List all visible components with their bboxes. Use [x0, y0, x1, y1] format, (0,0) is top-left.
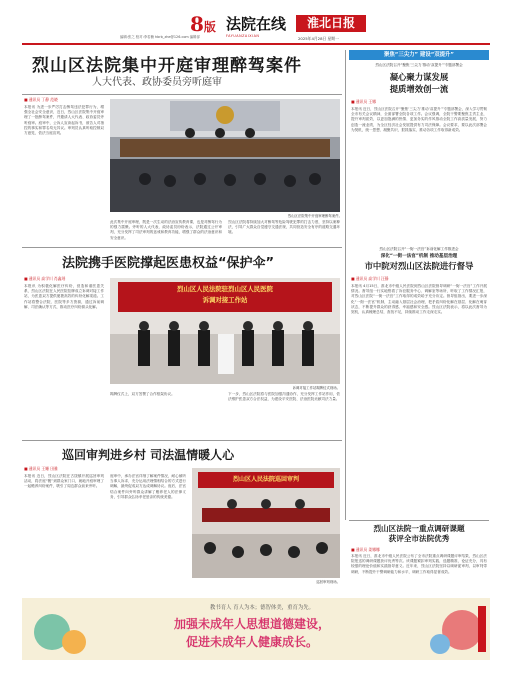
column-divider	[345, 50, 346, 520]
sidebar3-byline: ■ 通讯员 姜娜娜	[351, 547, 380, 552]
article1-title: 烈山区法院集中开庭审理醉驾案件	[32, 56, 302, 76]
article2-body-b: 揭牌仪式上，双方签署了合作框架协议。	[110, 392, 175, 396]
article1-byline: ■ 通讯员 丁静 范晓	[24, 97, 58, 102]
article3	[22, 444, 342, 594]
sidebar3-title2: 获评全市法院优秀	[388, 534, 450, 543]
section-title: 法院在线	[226, 15, 287, 33]
article3-photo	[192, 468, 340, 578]
article3-body-a: 本报讯 近日，烈山区法院在古饶镇开展巡回审判活动，将法庭“搬”到群众家门口，就地开庭审理了一起赡养纠纷案件，吸引了周边群众前来旁听。	[24, 474, 104, 489]
editor-line: 编辑:张之 校对:李若楠 hbrb_zhe@126.com 编辑部	[120, 35, 200, 39]
article2-byline: ■ 通讯员 高学川 肖鑫瑶	[24, 276, 66, 281]
page-unit: 版	[203, 20, 216, 34]
article1-subtitle: 人大代表、政协委员旁听庭审	[92, 77, 222, 88]
article2-caption: 诉调对接工作站揭牌仪式现场。	[292, 386, 340, 390]
sidebar3-title: 烈山区法院一重点调研课题	[373, 524, 465, 533]
divider	[22, 94, 342, 95]
article1-body-a: 本报讯 为进一步严厉打击醉驾违法犯罪行为，增强全社会安全意识，近日，烈山区法院集中开庭审理了一批醉驾案件，并邀请人大代表、政协委员旁听庭审。庭审中，公诉人宣读起诉书，被告人对指控的事实和罪名均无异议。审判员认真听取控辩双方意见，依法当庭宣判。	[24, 105, 104, 136]
page-number-digit: 8	[190, 12, 204, 36]
divider	[22, 440, 342, 441]
sidebar1-kicker: 聚焦“三尖力” 建设“双提升”	[349, 50, 489, 60]
article2-title: 法院携手医院撑起医患权益“保护伞”	[62, 256, 275, 271]
paper-logo: 淮北日报	[296, 15, 366, 32]
article3-title: 巡回审判进乡村 司法温情暖人心	[62, 448, 235, 462]
sidebar1	[349, 50, 489, 245]
masthead-rule	[22, 43, 490, 45]
sidebar2-kicker: 烈山区法院召开“一街一法官”诉前化解工作推进会	[379, 247, 459, 251]
issue-date: 2025年4月28日 星期一	[298, 36, 339, 41]
article1-body-b: 此次集中开庭审理，既是一次生动的法治宣传教育课，也是对醉驾行为的强力震慑。旁听的人大代表、政协委员纷纷表示，法院通过公开审判，充分发挥了司法审判的惩戒和教育功能，增强了群众的法治意识和安全意识。	[110, 220, 222, 240]
sidebar2	[349, 247, 489, 519]
article3-byline: ■ 通讯员 王姗 田雅	[24, 466, 58, 471]
ad-line2: 促进未成年人健康成长。	[185, 635, 318, 649]
article1-photo	[110, 99, 340, 212]
ad-line1: 加强未成年人思想道德建设，	[173, 617, 330, 631]
sidebar1-subtitle: 提质增效创一流	[389, 84, 449, 94]
article2	[22, 252, 342, 437]
article1	[22, 50, 342, 243]
sidebar2-body: 本报讯 4月15日，淮北市中级人民法院到烈山区法院督导调研“一街一法官”工作开展情况。督导组一行实地察看了诉讼服务中心、调解室等场所，听取了工作情况汇报，对烈山区法院“一街一法官”工作取得的成效给予充分肯定。督导组指出，要进一步深化“一街一法官”机制，主动融入基层社会治理，把矛盾纠纷化解在基层、化解在萌芽状态，不断提升群众的获得感、幸福感和安全感。烈山区法院表示，将以此次督导为契机，认真梳理总结，查找不足，持续推动工作走深走实。	[351, 284, 487, 315]
courtroom-photo-icon	[110, 99, 340, 212]
article3-caption: 巡回审判现场。	[316, 580, 340, 584]
sidebar2-byline: ■ 通讯员 高学川 汪静	[351, 276, 389, 281]
sidebar3-body: 本报讯 近日，淮北市中级人民法院公布了全市法院重点调研课题评审结果，烈山区法院报送的调研课题获评优秀等次。该课题紧扣审判实践，选题精准，论证充分，具有较强的理论价值和实践指导意义。近年来，烈山区法院坚持以调研促审判，以审判带调研，不断提升干警调研能力和水平，调研工作取得显著成效。	[351, 554, 487, 574]
sidebar2-title: 深化“一街一法官”机制 推动基层治理	[380, 254, 458, 259]
article2-banner2: 诉调对接工作站	[202, 296, 248, 304]
article2-body-a: 本报讯 为积极化解医疗纠纷，营造和谐医患关系，烈山区法院在人民医院挂牌成立诉调对接工作站，为医患双方提供便捷高效的纠纷化解渠道。工作站将整合法院、医院等多方资源，通过诉前调解、司法确认等方式，推动医疗纠纷源头化解。	[24, 284, 104, 309]
sidebar1-byline: ■ 通讯员 王娜	[351, 99, 376, 104]
sidebar1-lead: 烈山区法院召开“聚焦‘三尖力’推动‘双提升’”专题部署会	[375, 63, 463, 67]
divider	[349, 520, 489, 521]
section-pinyin: FAYUANZAIXIAN	[226, 34, 260, 38]
article3-body-b: 庭审中，承办法官详细了解案件情况，耐心倾听当事人诉求，充分运用法理情相结合的方式进行调解，最终促成双方达成调解协议。庭后，法官结合案件向旁听群众讲解了赡养老人的法律义务，引导群众弘扬孝老爱亲的传统美德。	[110, 474, 186, 499]
divider	[22, 247, 342, 248]
sidebar1-title: 凝心聚力谋发展	[389, 72, 449, 82]
article1-body-c: 烈山区法院将持续加大对醉驾等危险驾驶犯罪的打击力度，坚持以案释法，引导广大群众自觉遵守交通法规，共同营造安全有序的道路交通环境。	[228, 220, 340, 235]
sidebar3	[349, 520, 489, 594]
article2-body-c: 下一步，烈山区法院将与医院加强沟通协作，充分发挥工作站作用，依法维护医患双方合法权益，为建设平安医院、法治医院贡献司法力量。	[228, 392, 340, 402]
article2-photo	[110, 278, 340, 384]
ad-top-line: 教书育人 育人为本；德智体美，重育为先。	[209, 605, 315, 611]
article3-banner: 烈山区人民法院巡回审判	[232, 476, 299, 483]
article1-caption: 烈山区法院集中开庭审理醉驾案件。	[287, 214, 342, 218]
sidebar1-body: 本报讯 近日，烈山区法院召开“聚焦‘三尖力’推动‘双提升’”专题部署会，深入学习贯彻全市有关会议精神，全面部署全院各项工作。会议强调，全院干警要聚焦主责主业，提升审判质效，以更加饱满的热情、更加务实的作风推动全院工作高质量发展，努力创造一流业绩，为全区经济社会发展提供有力司法保障。会议要求，要以此次部署会为契机，统一思想、凝聚共识，狠抓落实，推动各项工作取得新成效。	[351, 107, 487, 132]
sidebar2-title2: 市中院对烈山区法院进行督导	[364, 261, 474, 271]
article2-banner: 烈山区人民法院驻烈山区人民医院	[177, 285, 273, 293]
ad-banner	[22, 598, 490, 660]
